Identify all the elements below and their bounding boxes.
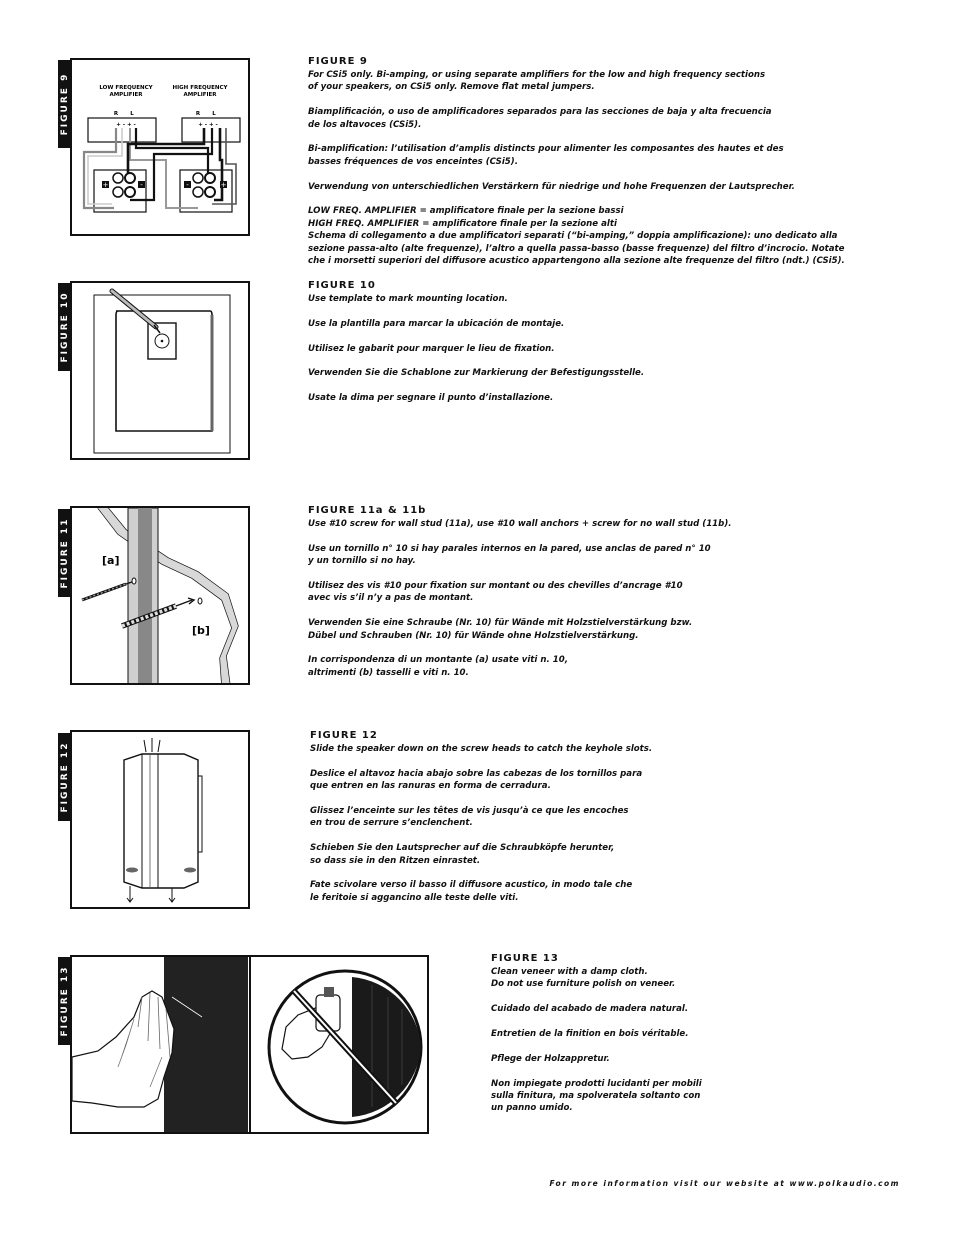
cleaning-veneer-drawing xyxy=(72,957,429,1134)
high-amp-r: R xyxy=(195,111,201,117)
high-amp-label-line2: AMPLIFIER xyxy=(183,92,217,98)
figure-13-paragraph: Cuidado del acabado de madera natural. xyxy=(491,1004,689,1015)
svg-text:+: + xyxy=(102,181,109,189)
figure-11-paragraph: Use un tornillo n° 10 si hay parales internos en la pared, use anclas de pared n° 10 y un tornillo si no hay. xyxy=(308,543,711,567)
label-a: [a] xyxy=(102,554,120,567)
figure-12-paragraph: Glissez l’enceinte sur les têtes de vis jusqu’à ce que les encoches en trou de serrure s’enclenchent. xyxy=(310,806,629,829)
figure-13-paragraph: Pflege der Holzappretur. xyxy=(491,1053,610,1064)
svg-text:+: + xyxy=(220,181,227,189)
figure-10-paragraph: Use la plantilla para marcar la ubicación de montaje. xyxy=(308,318,565,329)
figure-11-paragraph: In corrispondenza di un montante (a) usate viti n. 10, altrimenti (b) tasselli e viti n. 10. xyxy=(308,655,568,678)
figure-11-illustration xyxy=(70,506,250,685)
figure-10-paragraph: Verwenden Sie die Schablone zur Markierung der Befestigungsstelle. xyxy=(308,368,645,379)
low-amp-label-line1: LOW FREQUENCY xyxy=(99,85,153,91)
figure-13-text xyxy=(491,952,891,1115)
figure-11-heading: FIGURE 11a & 11b xyxy=(308,505,427,516)
wall-stud-screw-drawing xyxy=(72,508,250,685)
figure-10-text xyxy=(308,279,868,405)
figure-11-paragraph: Utilisez des vis #10 pour fixation sur montant ou des chevilles d’ancrage #10 avec vis s’il n’y a pas de montant. xyxy=(308,581,683,604)
low-amp-label-line2: AMPLIFIER xyxy=(109,92,143,98)
figure-10-illustration xyxy=(70,281,250,460)
figure-13-tab-label: FIGURE 13 xyxy=(60,965,70,1037)
figure-12-illustration xyxy=(70,730,250,909)
figure-12-tab-label: FIGURE 12 xyxy=(60,741,70,813)
figure-11-tab-label: FIGURE 11 xyxy=(60,517,70,589)
template-marking-drawing xyxy=(72,283,250,460)
figure-9-illustration xyxy=(70,58,250,236)
figure-10-paragraph: Use template to mark mounting location. xyxy=(308,294,508,304)
figure-9-paragraph: Bi-amplification: l’utilisation d’amplis distincts pour alimenter les composantes des hautes et des basses fréquences de vos enceintes (CSi5). xyxy=(308,144,784,167)
footer-website-note: For more information visit our website at www.polkaudio.com xyxy=(549,1179,900,1188)
figure-13-paragraph: Non impiegate prodotti lucidanti per mobili sulla finitura, ma spolveratela soltanto con un panno umido. xyxy=(491,1078,702,1114)
figure-13-heading: FIGURE 13 xyxy=(491,953,559,964)
figure-11-paragraph: Use #10 screw for wall stud (11a), use #10 wall anchors + screw for no wall stud (11b). xyxy=(308,519,732,529)
low-amp-l: L xyxy=(130,111,134,117)
figure-9-paragraph: LOW FREQ. AMPLIFIER = amplificatore finale per la sezione bassi HIGH FREQ. AMPLIFIER = amplificatore finale per la sezione alti Schema di collegamento a due amplificatori separati (“bi-amping,” doppia amplificazione): uno dedicato alla sezione passa-alto (alte frequenze), l’altro a quella passa-basso (basse frequenze) del filtro d’incrocio. Notate che i morsetti superiori del diffusore acustico appartengono alla sezione alte frequenze del filtro (ndt.) (CSi5). xyxy=(308,206,845,267)
figure-12-text xyxy=(310,729,870,904)
figure-12-paragraph: Deslice el altavoz hacia abajo sobre las cabezas de los tornillos para que entren en las ranuras en forma de cerradura. xyxy=(310,768,643,792)
figure-12-paragraph: Fate scivolare verso il basso il diffusore acustico, in modo tale che le feritoie si aggancino alle teste delle viti. xyxy=(310,880,633,903)
high-amp-l: L xyxy=(212,111,216,117)
figure-10-heading: FIGURE 10 xyxy=(308,280,376,291)
high-amp-terminals: + - + - xyxy=(198,122,218,128)
figure-9-paragraph: Biamplificación, o uso de amplificadores separados para las secciones de baja y alta frecuencia de los altavoces (CSi5). xyxy=(308,107,772,130)
low-amp-r: R xyxy=(113,111,119,117)
svg-text:-: - xyxy=(186,181,189,189)
figure-9-heading: FIGURE 9 xyxy=(308,56,368,67)
figure-9-text xyxy=(308,55,868,267)
svg-text:-: - xyxy=(140,181,143,189)
figure-13-paragraph: Entretien de la finition en bois véritable. xyxy=(491,1029,689,1039)
figure-12-heading: FIGURE 12 xyxy=(310,730,378,741)
figure-13-illustration xyxy=(70,955,429,1134)
figure-13-paragraph: Clean veneer with a damp cloth. Do not use furniture polish on veneer. xyxy=(491,967,676,990)
figure-12-paragraph: Slide the speaker down on the screw heads to catch the keyhole slots. xyxy=(310,744,653,754)
figure-10-paragraph: Usate la dima per segnare il punto d’installazione. xyxy=(308,393,554,404)
bi-amp-wiring-diagram xyxy=(72,60,250,236)
figure-9-tab-label: FIGURE 9 xyxy=(60,72,70,136)
figure-11-text xyxy=(308,504,868,679)
figure-11-paragraph: Verwenden Sie eine Schraube (Nr. 10) für Wände mit Holzstielverstärkung bzw. Dübel und Schrauben (Nr. 10) für Wände ohne Holzstielverstärkung. xyxy=(308,618,693,641)
figure-9-paragraph: For CSi5 only. Bi-amping, or using separate amplifiers for the low and high frequency sections of your speakers, on CSi5 only. Remove flat metal jumpers. xyxy=(308,70,766,93)
figure-10-paragraph: Utilisez le gabarit pour marquer le lieu de fixation. xyxy=(308,343,555,354)
label-b: [b] xyxy=(192,624,210,637)
figure-12-paragraph: Schieben Sie den Lautsprecher auf die Schraubköpfe herunter, so dass sie in den Ritzen einrastet. xyxy=(310,843,615,866)
slide-speaker-drawing xyxy=(72,732,250,909)
figure-9-paragraph: Verwendung von unterschiedlichen Verstärkern für niedrige und hohe Frequenzen der Lautsprecher. xyxy=(308,181,795,192)
figure-10-tab-label: FIGURE 10 xyxy=(60,291,70,363)
low-amp-terminals: + - + - xyxy=(116,122,136,128)
high-amp-label-line1: HIGH FREQUENCY xyxy=(172,85,228,91)
